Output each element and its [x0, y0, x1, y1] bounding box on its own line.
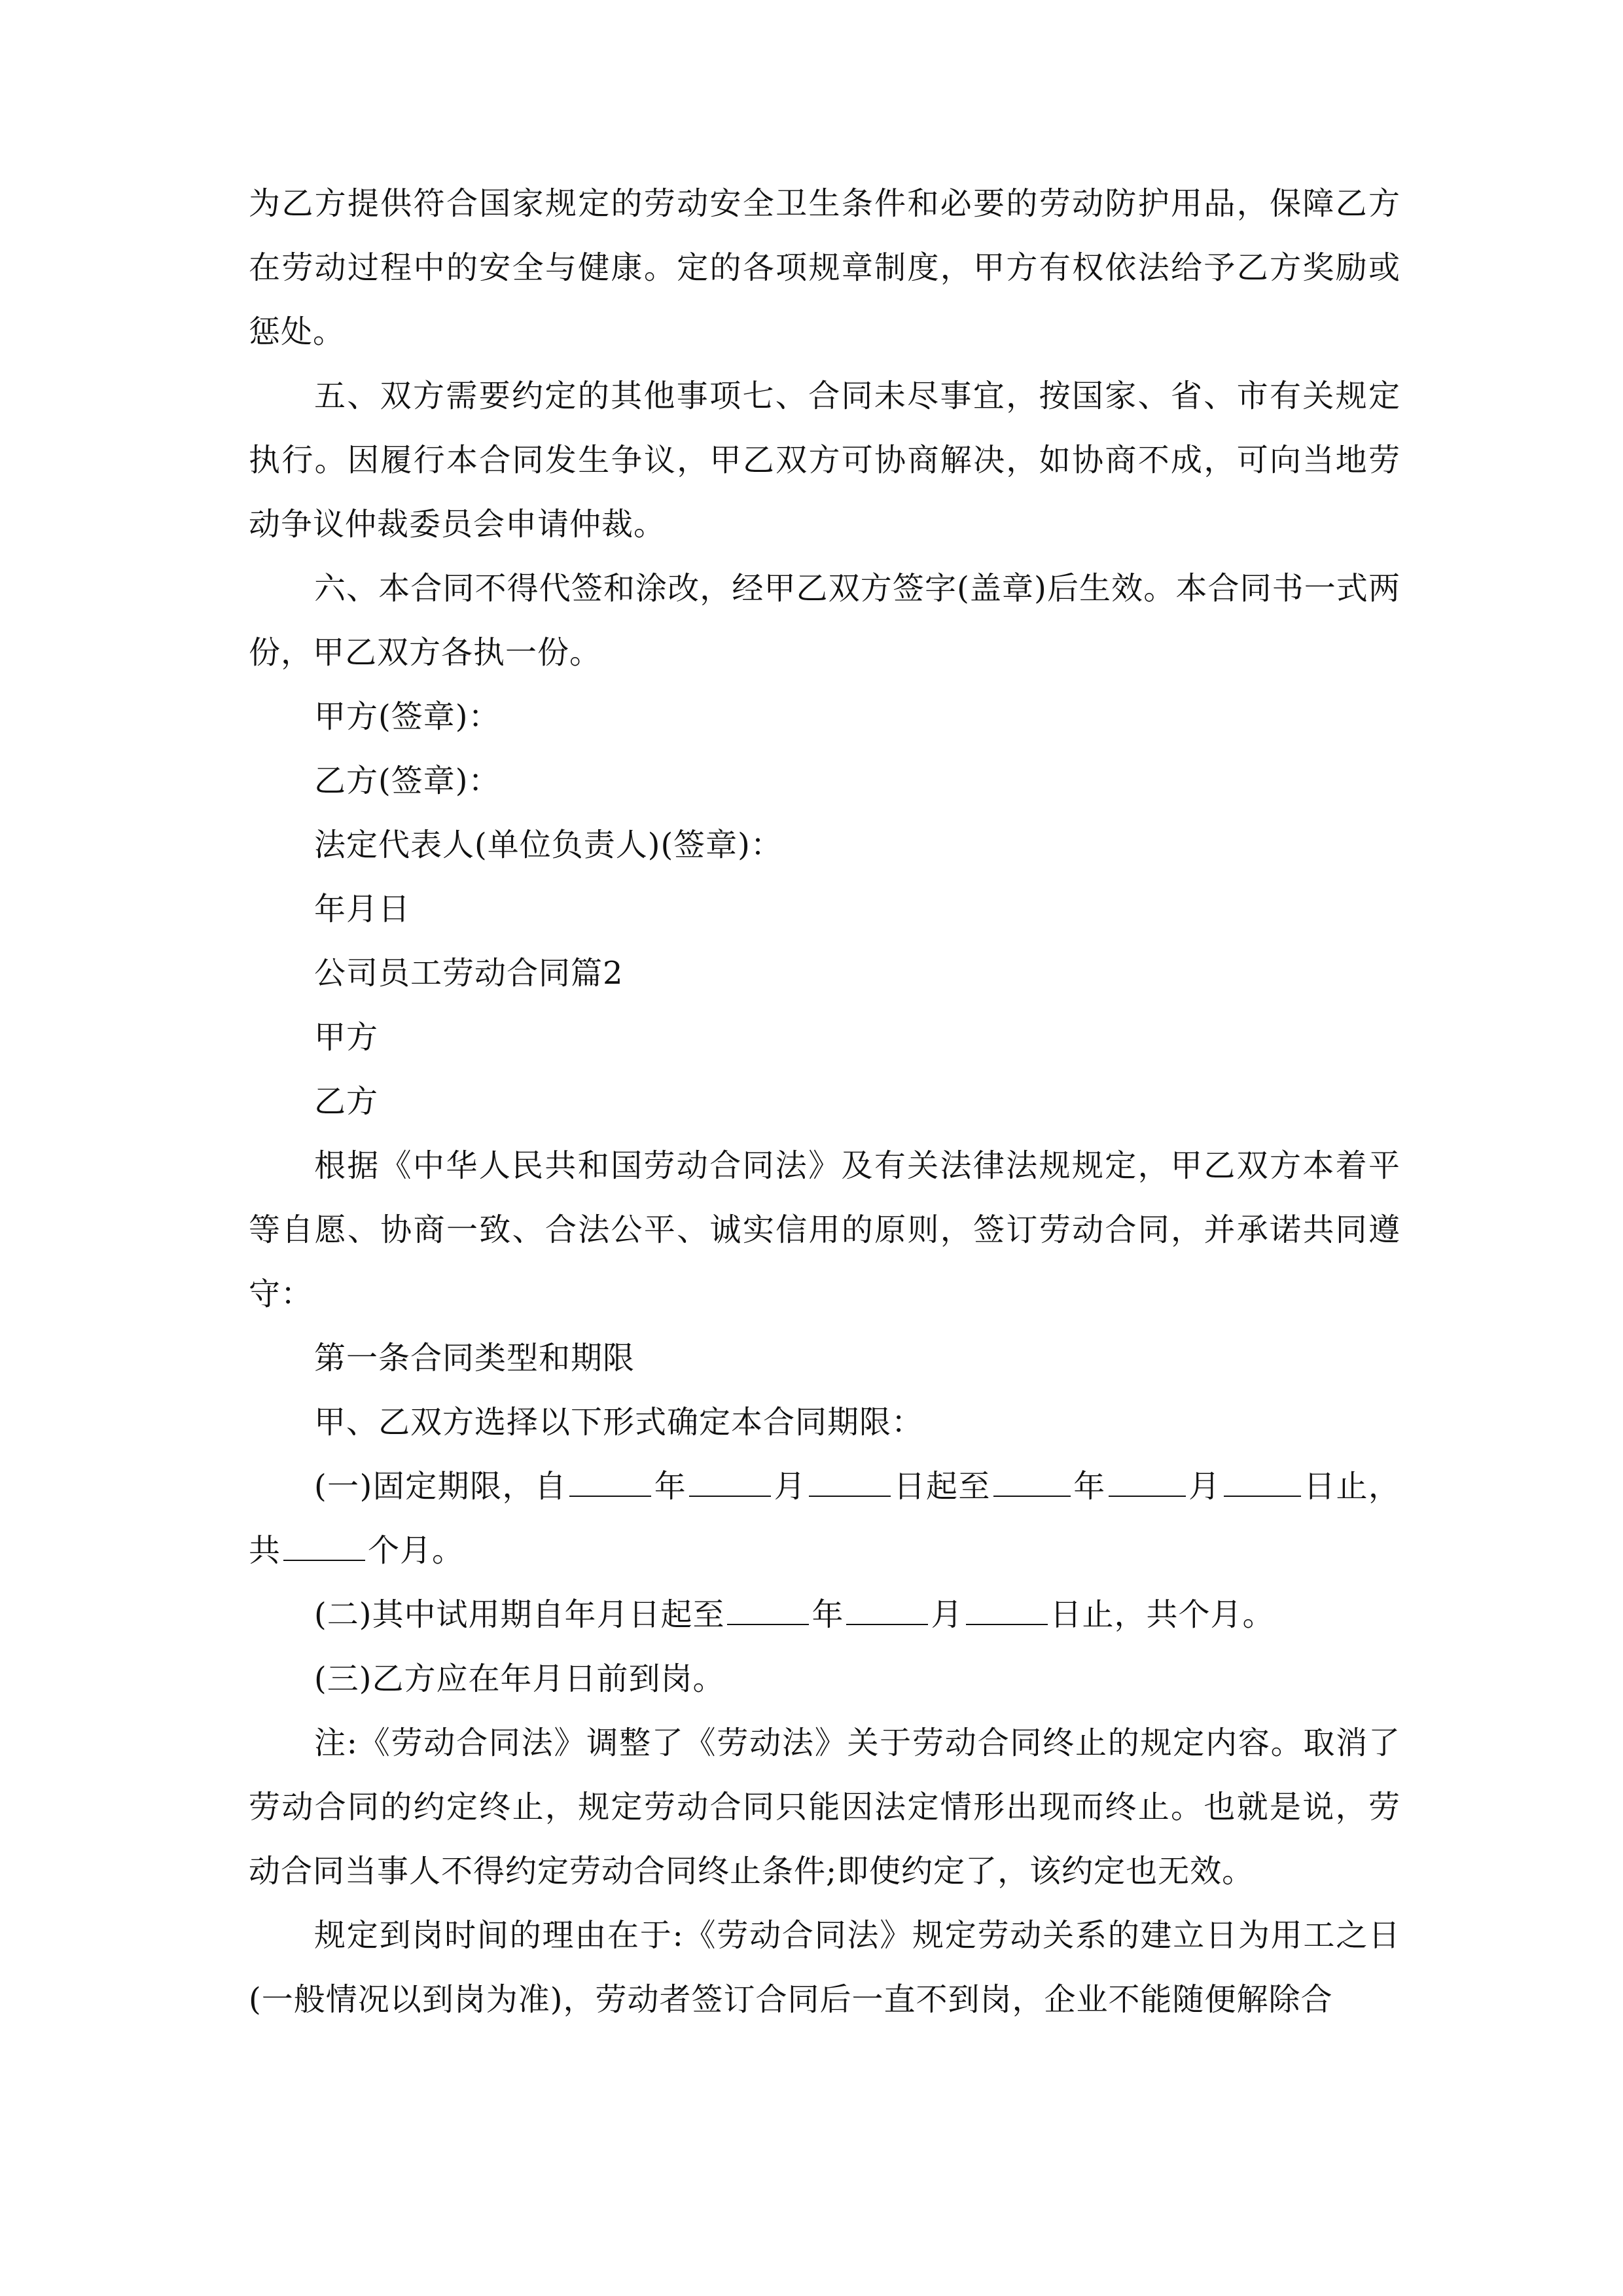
signature-party-a: 甲方(签章)：: [314, 698, 501, 735]
blank-probation-day: [966, 1598, 1048, 1625]
signature-party-b: 乙方(签章)：: [314, 762, 501, 799]
blank-end-month: [1109, 1469, 1186, 1497]
blank-total-months: [283, 1534, 365, 1561]
blank-end-day: [1224, 1469, 1301, 1497]
blank-start-day: [809, 1469, 891, 1497]
article-1-title: 第一条合同类型和期限: [314, 1340, 635, 1376]
paragraph-reason: 规定到岗时间的理由在于:《劳动合同法》规定劳动关系的建立日为用工之日(一般情况以到岗为准)，劳动者签订合同后一直不到岗，企业不能随便解除合: [249, 1917, 1400, 2018]
blank-probation-month: [846, 1598, 928, 1625]
blank-probation-year: [727, 1598, 809, 1625]
section-title-contract-2: 公司员工劳动合同篇2: [314, 955, 624, 992]
party-b-label: 乙方: [314, 1083, 379, 1120]
paragraph-safety-conditions: 为乙方提供符合国家规定的劳动安全卫生条件和必要的劳动防护用品，保障乙方在劳动过程中的安全与健康。定的各项规章制度，甲方有权依法给予乙方奖励或惩处。: [249, 185, 1400, 350]
paragraph-probation: (二)其中试用期自年月日起至 年 月 日止，共个月。: [314, 1596, 1275, 1633]
blank-start-year: [569, 1469, 651, 1497]
party-a-label: 甲方: [314, 1019, 379, 1056]
blank-end-year: [993, 1469, 1071, 1497]
paragraph-fixed-term: (一)固定期限，自 年 月 日起至 年 月 日止，共 个月。: [249, 1468, 1400, 1569]
paragraph-legal-basis: 根据《中华人民共和国劳动合同法》及有关法律法规规定，甲乙双方本着平等自愿、协商一致、合法公平、诚实信用的原则，签订劳动合同，并承诺共同遵守：: [249, 1147, 1400, 1312]
paragraph-report-date: (三)乙方应在年月日前到岗。: [314, 1660, 725, 1697]
document-body: [249, 171, 1400, 2032]
paragraph-other-matters: 五、双方需要约定的其他事项七、合同未尽事宜，按国家、省、市有关规定执行。因履行本合同发生争议，甲乙双方可协商解决，如协商不成，可向当地劳动争议仲裁委员会申请仲裁。: [249, 378, 1400, 543]
signature-legal-representative: 法定代表人(单位负责人)(签章)：: [314, 827, 783, 863]
blank-start-month: [689, 1469, 771, 1497]
paragraph-term-selection: 甲、乙双方选择以下形式确定本合同期限：: [314, 1404, 924, 1441]
paragraph-effectiveness: 六、本合同不得代签和涂改，经甲乙双方签字(盖章)后生效。本合同书一式两份，甲乙双方各执一份。: [249, 570, 1400, 671]
paragraph-note: 注:《劳动合同法》调整了《劳动法》关于劳动合同终止的规定内容。取消了劳动合同的约定终止，规定劳动合同只能因法定情形出现而终止。也就是说，劳动合同当事人不得约定劳动合同终止条件;即使约定了，该约定也无效。: [249, 1725, 1400, 1890]
signature-date: 年月日: [314, 891, 411, 927]
